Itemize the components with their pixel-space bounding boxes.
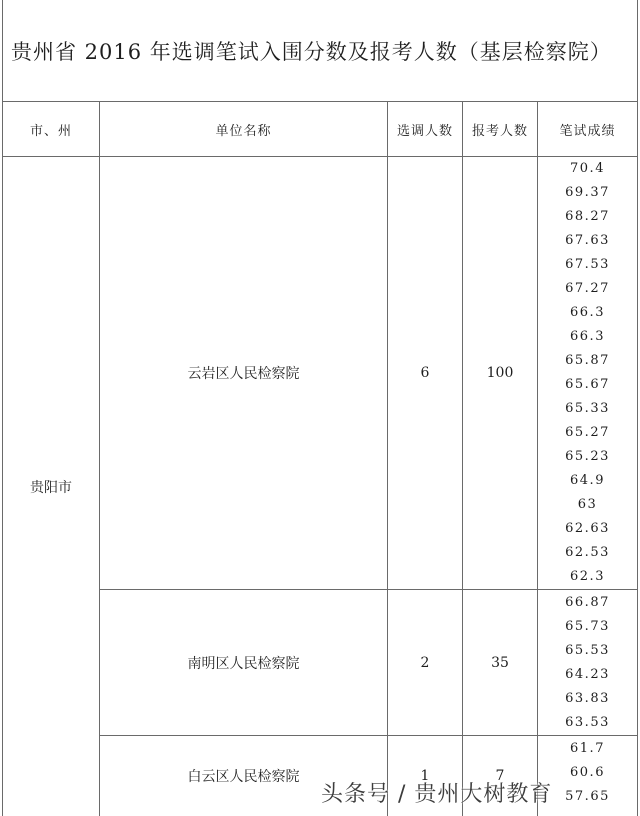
score-value: 64.9 xyxy=(570,473,605,488)
watermark-text: 头条号 / 贵州大树教育 xyxy=(321,781,553,807)
score-value: 67.27 xyxy=(565,281,610,296)
score-value: 62.63 xyxy=(565,521,610,536)
table-row-applicants xyxy=(463,590,537,735)
table-row-unit xyxy=(100,157,387,589)
score-value: 65.33 xyxy=(565,401,610,416)
score-value: 65.73 xyxy=(565,619,610,634)
score-value: 63.53 xyxy=(565,715,610,730)
unit-name: 白云区人民检察院 xyxy=(187,769,300,785)
score-list xyxy=(538,737,637,816)
score-value: 57.65 xyxy=(565,789,610,804)
applicants-value: 35 xyxy=(491,654,509,671)
header-unit-name: 单位名称 xyxy=(215,123,272,139)
score-value: 65.23 xyxy=(565,449,610,464)
score-value: 65.27 xyxy=(565,425,610,440)
table-row-unit xyxy=(100,590,387,735)
score-value: 65.87 xyxy=(565,353,610,368)
unit-name: 南明区人民检察院 xyxy=(187,655,300,672)
score-value: 63 xyxy=(577,497,598,512)
city-name: 贵阳市 xyxy=(30,479,72,496)
score-value: 66.3 xyxy=(570,329,605,344)
score-value: 70.4 xyxy=(570,161,605,176)
score-value: 66.3 xyxy=(570,305,605,320)
score-value: 66.87 xyxy=(565,595,610,610)
score-value: 61.7 xyxy=(570,741,605,756)
score-value: 62.3 xyxy=(570,569,605,584)
header-scores: 笔试成绩 xyxy=(559,123,616,139)
header-applicants: 报考人数 xyxy=(471,123,528,139)
quota-value: 1 xyxy=(420,768,430,784)
applicants-value: 100 xyxy=(486,365,514,381)
score-table-document xyxy=(2,0,638,816)
table-row-quota xyxy=(388,157,462,589)
score-list xyxy=(538,591,637,735)
quota-value: 6 xyxy=(420,365,430,381)
unit-name: 云岩区人民检察院 xyxy=(187,366,300,382)
score-value: 62.53 xyxy=(565,545,610,560)
score-value: 67.53 xyxy=(565,257,610,272)
applicants-value: 7 xyxy=(495,768,505,784)
score-value: 69.37 xyxy=(565,185,610,200)
score-value: 65.67 xyxy=(565,377,610,392)
score-list xyxy=(538,157,637,589)
score-value: 60.6 xyxy=(570,765,605,780)
quota-value: 2 xyxy=(420,654,430,671)
header-city: 市、州 xyxy=(29,123,72,139)
document-title: 贵州省 2016 年选调笔试入围分数及报考人数（基层检察院） xyxy=(3,0,637,101)
city-cell xyxy=(3,157,99,816)
score-value: 68.27 xyxy=(565,209,610,224)
table-row-quota xyxy=(388,590,462,735)
score-value: 65.53 xyxy=(565,643,610,658)
score-value: 67.63 xyxy=(565,233,610,248)
table-row-applicants xyxy=(463,157,537,589)
header-quota: 选调人数 xyxy=(396,123,453,139)
score-value: 64.23 xyxy=(565,667,610,682)
score-value: 63.83 xyxy=(565,691,610,706)
